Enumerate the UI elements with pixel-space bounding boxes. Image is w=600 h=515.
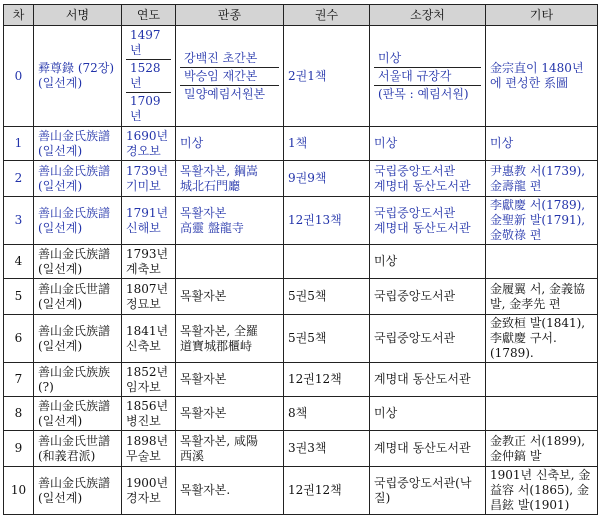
cell-edition [176, 363, 284, 397]
cell-volumes [284, 363, 370, 397]
col-header-volumes: 권수 [284, 5, 370, 26]
cell-title-line: (일선계) [38, 143, 83, 158]
cell-no-text: 2 [14, 171, 23, 185]
cell-notes-text: 金致桓 발(1841), 李獻慶 구서.(1789). [490, 316, 586, 360]
table-row [4, 397, 598, 431]
col-header-notes: 기타 [486, 5, 598, 26]
cell-year-line: 정묘보 [126, 296, 161, 311]
cell-edition [176, 279, 284, 315]
cell-year [122, 279, 176, 315]
cell-no [4, 431, 34, 467]
cell-no [4, 467, 34, 515]
cell-edition-line: 高靈 盤龍寺 [180, 220, 244, 235]
cell-year [122, 197, 176, 245]
cell-edition [176, 245, 284, 279]
cell-holder-line: (판목 : 예림서원) [374, 85, 481, 103]
cell-holder [370, 397, 486, 431]
cell-notes [486, 197, 598, 245]
cell-year [122, 363, 176, 397]
cell-volumes-text: 1책 [288, 136, 308, 150]
cell-no [4, 397, 34, 431]
cell-no [4, 161, 34, 197]
cell-year-line: 1898년 [126, 433, 169, 448]
cell-notes-text: 金履翼 서, 金義協 발, 金孝先 편 [490, 281, 586, 311]
cell-edition-line: 道寶城郡櫃峙 [180, 338, 253, 353]
cell-title-line: 善山金氏族譜 [38, 246, 111, 261]
cell-volumes-text: 12권13책 [288, 213, 342, 227]
cell-year-line: 1709년 [126, 92, 171, 125]
cell-volumes [284, 315, 370, 363]
cell-edition [176, 26, 284, 127]
cell-no-text: 5 [14, 289, 23, 303]
cell-notes-text: 金教正 서(1899), 金仲鎬 발 [490, 433, 586, 463]
cell-edition [176, 397, 284, 431]
cell-title [34, 431, 122, 467]
cell-volumes [284, 161, 370, 197]
cell-volumes-text: 5권5책 [288, 331, 327, 345]
cell-title-line: (일선계) [38, 413, 83, 428]
cell-title-line: 善山金氏世譜 [38, 281, 111, 296]
cell-year-line: 1791년 [126, 205, 169, 220]
cell-no [4, 197, 34, 245]
cell-volumes [284, 397, 370, 431]
cell-edition-text: 목활자본 [180, 289, 227, 303]
cell-year-line: 신해보 [126, 220, 161, 235]
cell-year [122, 26, 176, 127]
cell-no-text: 7 [14, 372, 23, 386]
cell-title-line: 善山金氏族譜 [38, 475, 111, 490]
cell-no [4, 279, 34, 315]
cell-notes [486, 26, 598, 127]
cell-title [34, 397, 122, 431]
cell-year [122, 161, 176, 197]
cell-title-line: 善山金氏族族 [38, 364, 111, 379]
cell-volumes-text: 5권5책 [288, 289, 327, 303]
cell-volumes-text: 12권12책 [288, 483, 342, 497]
cell-volumes [284, 467, 370, 515]
cell-holder-text: 계명대 동산도서관 [374, 441, 471, 455]
cell-volumes [284, 197, 370, 245]
cell-volumes [284, 279, 370, 315]
cell-edition-line: 城北石門廳 [180, 178, 241, 193]
cell-holder [370, 279, 486, 315]
cell-notes [486, 315, 598, 363]
cell-holder [370, 315, 486, 363]
cell-title-line: 善山金氏世譜 [38, 433, 111, 448]
cell-no-text: 0 [14, 68, 23, 83]
cell-year-line: 1793년 [126, 246, 169, 261]
cell-edition [176, 467, 284, 515]
cell-notes [486, 363, 598, 397]
col-header-edition: 판종 [176, 5, 284, 26]
cell-year [122, 245, 176, 279]
cell-no-text: 8 [14, 406, 23, 420]
genealogy-table [3, 4, 598, 515]
cell-no [4, 315, 34, 363]
table-row [4, 315, 598, 363]
cell-holder-text: 미상 [374, 406, 398, 420]
cell-year [122, 127, 176, 161]
cell-title-line: (일선계) [38, 178, 83, 193]
cell-volumes [284, 26, 370, 127]
cell-title-line: (일선계) [38, 261, 83, 276]
table-row [4, 431, 598, 467]
cell-year-line: 1497년 [130, 28, 161, 57]
cell-title-line: (일선계) [38, 490, 83, 505]
cell-edition [176, 161, 284, 197]
cell-volumes-text: 9권9책 [288, 171, 327, 185]
cell-holder [370, 161, 486, 197]
cell-year-line: 경오보 [126, 143, 161, 158]
cell-title-line: 善山金氏族譜 [38, 205, 111, 220]
cell-no-text: 4 [14, 254, 23, 268]
cell-no [4, 245, 34, 279]
cell-title-line: 善山金氏族譜 [38, 323, 111, 338]
cell-notes [486, 127, 598, 161]
cell-holder [370, 431, 486, 467]
table-row [4, 467, 598, 515]
cell-no [4, 26, 34, 127]
cell-notes-text: 李獻慶 서(1789), 金聖新 발(1791), 金敬祿 편 [490, 198, 586, 242]
cell-edition-line: 목활자본, 咸陽 [180, 433, 258, 448]
cell-year-line: 1690년 [126, 128, 169, 143]
cell-holder-text: 미상 [374, 136, 398, 150]
cell-year-line: 1807년 [126, 281, 169, 296]
cell-holder-line: 서울대 규장각 [374, 67, 481, 85]
cell-holder-line: 국립중앙도서관 [374, 163, 456, 178]
cell-title-line: (?) [38, 379, 54, 394]
cell-title [34, 467, 122, 515]
cell-holder [370, 127, 486, 161]
cell-holder [370, 26, 486, 127]
cell-edition-line: 박승임 재간본 [180, 67, 279, 85]
cell-notes [486, 161, 598, 197]
table-row [4, 245, 598, 279]
cell-no-text: 9 [14, 441, 23, 455]
col-header-title: 서명 [34, 5, 122, 26]
cell-edition [176, 315, 284, 363]
cell-edition-line: 西溪 [180, 448, 205, 463]
cell-volumes-text: 3권3책 [288, 441, 327, 455]
genealogy-table-container [3, 4, 598, 515]
col-header-year: 연도 [122, 5, 176, 26]
cell-no [4, 363, 34, 397]
table-row [4, 26, 598, 127]
cell-year-line: 무술보 [126, 448, 161, 463]
cell-year-line: 1852년 [126, 364, 169, 379]
cell-title [34, 197, 122, 245]
cell-holder [370, 467, 486, 515]
cell-edition-text: 목활자본 [180, 406, 227, 420]
table-row [4, 127, 598, 161]
cell-year-line: 1856년 [126, 398, 169, 413]
cell-title-line: (일선계) [38, 338, 83, 353]
cell-title-line: (일선계) [38, 220, 83, 235]
cell-year-line: 병진보 [126, 413, 161, 428]
col-header-holder: 소장처 [370, 5, 486, 26]
cell-edition-line: 목활자본 [180, 205, 227, 220]
cell-year-line: 1841년 [126, 323, 169, 338]
table-row [4, 161, 598, 197]
cell-no [4, 127, 34, 161]
cell-no-text: 10 [10, 483, 27, 497]
cell-year [122, 467, 176, 515]
table-row [4, 197, 598, 245]
cell-edition-text: 목활자본 [180, 372, 227, 386]
cell-no-text: 1 [14, 136, 23, 150]
cell-title [34, 26, 122, 127]
cell-title [34, 245, 122, 279]
cell-notes [486, 245, 598, 279]
cell-title-line: 善山金氏族譜 [38, 163, 111, 178]
cell-title [34, 363, 122, 397]
cell-holder-text: 미상 [374, 254, 398, 268]
cell-volumes-text: 12권12책 [288, 372, 342, 386]
table-row [4, 363, 598, 397]
cell-holder-line: 계명대 동산도서관 [374, 178, 471, 193]
cell-notes [486, 397, 598, 431]
cell-notes-text: 尹惠教 서(1739), 金壽龍 편 [490, 163, 586, 193]
cell-volumes [284, 245, 370, 279]
cell-edition [176, 431, 284, 467]
cell-edition [176, 197, 284, 245]
cell-holder-line: 미상 [378, 50, 402, 65]
cell-holder-line: 국립중앙도서관 [374, 205, 456, 220]
cell-title [34, 127, 122, 161]
cell-no-text: 3 [14, 213, 23, 227]
cell-year [122, 397, 176, 431]
cell-notes [486, 431, 598, 467]
cell-year [122, 315, 176, 363]
cell-year-line: 경자보 [126, 490, 161, 505]
cell-title-line: (일선계) [38, 76, 83, 90]
cell-edition-line: 밀양예림서원본 [180, 85, 279, 103]
cell-year-line: 1900년 [126, 475, 169, 490]
cell-holder-text: 국립중앙도서관(낙질) [374, 475, 472, 505]
cell-title-line: (和義君派) [38, 448, 96, 463]
cell-edition-line: 목활자본, 鋼嵩 [180, 163, 258, 178]
cell-edition-line: 강백진 초간본 [184, 50, 258, 65]
cell-title-line: 彛尊錄 (72장) [38, 61, 115, 75]
cell-year-line: 1528년 [126, 59, 171, 92]
cell-holder [370, 197, 486, 245]
cell-notes [486, 467, 598, 515]
cell-holder [370, 245, 486, 279]
table-row [4, 279, 598, 315]
cell-no-text: 6 [14, 331, 23, 345]
cell-title-line: (일선계) [38, 296, 83, 311]
cell-year-line: 1739년 [126, 163, 169, 178]
cell-title-line: 善山金氏族譜 [38, 398, 111, 413]
cell-year-line: 기미보 [126, 178, 161, 193]
cell-holder [370, 363, 486, 397]
cell-year [122, 431, 176, 467]
cell-holder-text: 계명대 동산도서관 [374, 372, 471, 386]
cell-notes-text: 1901년 신축보, 金益容 서(1865), 金昌鉉 발(1901) [490, 468, 591, 512]
cell-edition-text: 미상 [180, 136, 204, 150]
cell-year-line: 임자보 [126, 379, 161, 394]
cell-edition [176, 127, 284, 161]
cell-volumes-text: 2권1책 [288, 68, 327, 83]
cell-title [34, 161, 122, 197]
cell-edition-line: 목활자본, 全羅 [180, 323, 258, 338]
cell-title [34, 279, 122, 315]
cell-holder-text: 국립중앙도서관 [374, 331, 456, 345]
table-header-row [4, 5, 598, 26]
cell-holder-line: 계명대 동산도서관 [374, 220, 471, 235]
cell-year-line: 신축보 [126, 338, 161, 353]
cell-notes [486, 279, 598, 315]
cell-title [34, 315, 122, 363]
cell-volumes-text: 8책 [288, 406, 308, 420]
col-header-no: 차 [4, 5, 34, 26]
cell-edition-text: 목활자본. [180, 483, 231, 497]
cell-volumes [284, 431, 370, 467]
cell-notes-text: 金宗直이 1480년에 편성한 系圖 [490, 61, 584, 90]
cell-notes-text: 미상 [490, 136, 514, 150]
table-body [4, 26, 598, 515]
cell-title-line: 善山金氏族譜 [38, 128, 111, 143]
cell-volumes [284, 127, 370, 161]
cell-holder-text: 국립중앙도서관 [374, 289, 456, 303]
cell-year-line: 계축보 [126, 261, 161, 276]
